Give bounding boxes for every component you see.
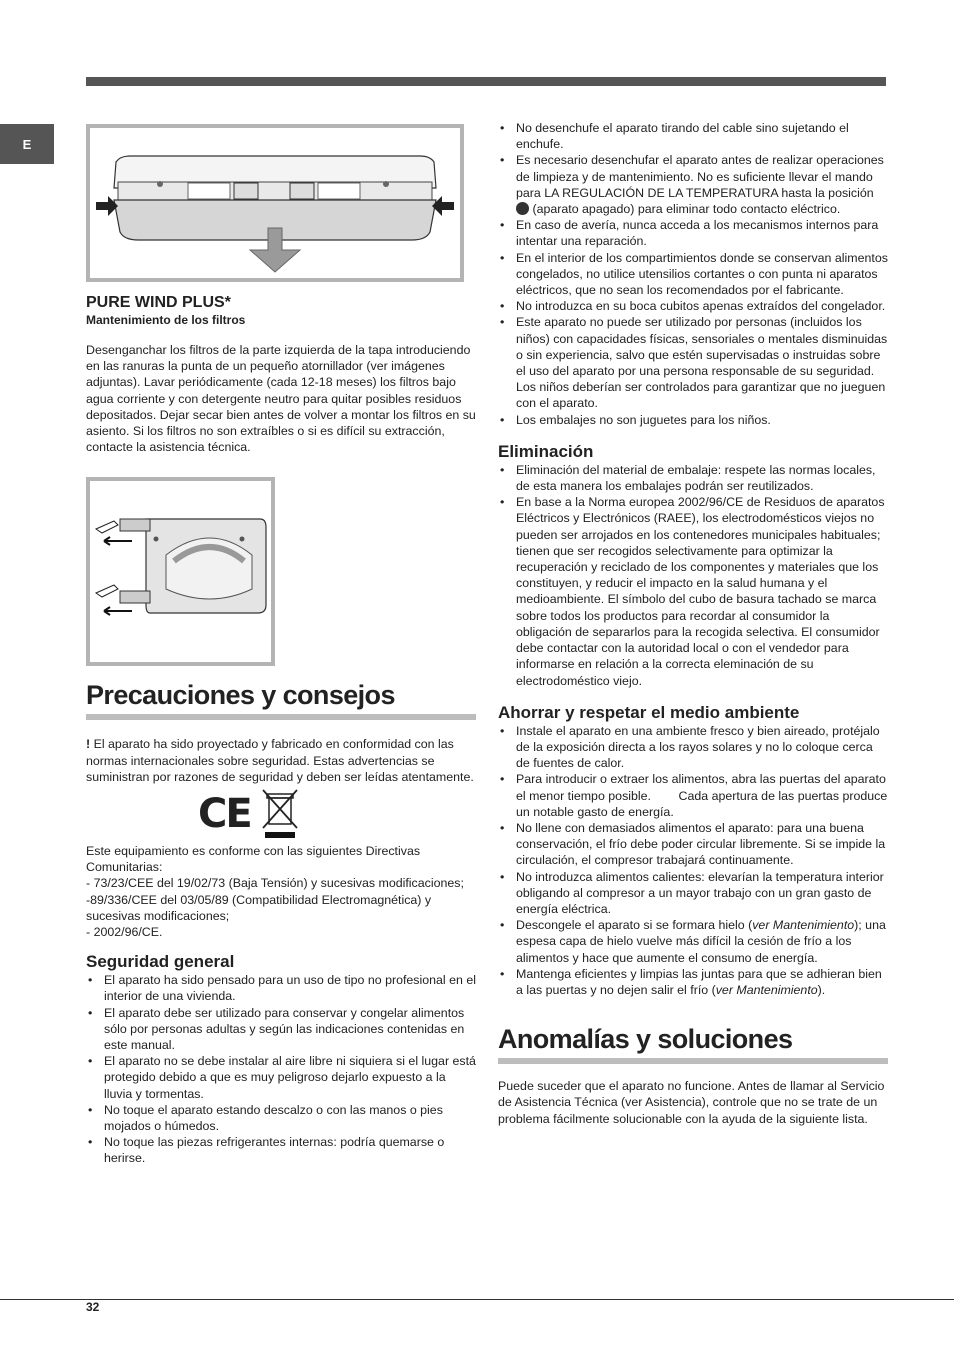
directive-item: - 73/23/CEE del 19/02/73 (Baja Tensión) y sucesivas modificaciones;	[86, 876, 464, 891]
ce-mark: CE	[198, 791, 251, 838]
left-column	[86, 124, 476, 1167]
pure-wind-title: PURE WIND PLUS*	[86, 294, 231, 311]
list-item: • El aparato debe ser utilizado para conservar y congelar alimentos sólo por personas adultas y según las indicaciones contenidas en este manual.	[86, 1005, 476, 1054]
filter-removal-figure	[86, 477, 275, 666]
list-item: • No toque el aparato estando descalzo o con las manos o pies mojados o húmedos.	[86, 1102, 476, 1134]
list-item: • El aparato ha sido pensado para un uso de tipo no profesional en el interior de una vivienda.	[86, 972, 476, 1004]
general-safety-heading: Seguridad general	[86, 952, 235, 972]
list-item: • Eliminación del material de embalaje: respete las normas locales, de esta manera los embalajes podrán ser reutilizados.	[498, 462, 888, 494]
footer-rule	[0, 1299, 954, 1300]
directive-intro: Este equipamiento es conforme con las siguientes Directivas Comunitarias:	[86, 844, 421, 875]
right-column	[498, 120, 891, 1127]
directive-item: -89/336/CEE del 03/05/89 (Compatibilidad Electromagnética) y sucesivas modificaciones;	[86, 892, 432, 923]
disposal-heading: Eliminación	[498, 441, 594, 461]
filter-maintenance-text: Desenganchar los filtros de la parte izquierda de la tapa introduciendo en las ranuras la punta de un pequeño atornillador (ver imágenes adjuntas). Lavar periódicamente (cada 12-18 meses) los filtros bajo agua corriente y con detergente neutro para quitar posibles residuos depositados. Dejar secar bien antes de volver a montar los filtros en su asiento. Si los filtros no son extraíbles o si es difícil su extracción, contacte la asistencia técnica.	[86, 343, 476, 455]
general-safety-list	[86, 972, 476, 1166]
list-item: • No llene con demasiados alimentos el aparato: para una buena conservación, el frío debe poder circular libremente. Si se impide la circulación, el compresor trabajará continuamente.	[498, 820, 888, 869]
conformity-marks	[86, 785, 476, 843]
list-item: • No introduzca en su boca cubitos apenas extraídos del congelador.	[498, 298, 888, 314]
environment-heading: Ahorrar y respetar el medio ambiente	[498, 702, 800, 722]
language-tab: E	[0, 124, 54, 164]
list-item: • En base a la Norma europea 2002/96/CE de Residuos de aparatos Eléctricos y Electrónicos (RAEE), los electrodomésticos viejos no pueden ser arrojados en los contenedores municipales habituales; tienen que ser recogidos selectivamente para optimizar la recuperación y reciclado de los componentes y materiales que los constituyen, y reducir el impacto en la salud humana y el medioambiente. El símbolo del cubo de basura tachado se marca sobre todos los productos para recordar al consumidor la obligación de separarlos para la recogida selectiva. El consumidor debe contactar con la autoridad local o con el vendedor para informarse en relación a la correcta eleminación de su electrodoméstico viejo.	[498, 494, 888, 688]
list-item: • No desenchufe el aparato tirando del cable sino sujetando el enchufe.	[498, 120, 888, 152]
crossed-bin-icon	[261, 788, 299, 840]
filter-removal-illustration	[90, 481, 271, 662]
directive-item: - 2002/96/CE.	[86, 925, 163, 940]
filter-cover-illustration	[90, 128, 460, 278]
list-item: • Descongele el aparato si se formara hielo (ver Mantenimiento); una espesa capa de hielo vuelve más difícil la cesión de frío a los alimentos y hace que aumente el consumo de energía.	[498, 917, 888, 966]
safety-continued-list	[498, 120, 888, 428]
list-item: • Los embalajes no son juguetes para los niños.	[498, 412, 888, 428]
list-item: • Instale el aparato en una ambiente fresco y bien aireado, protéjalo de la exposición directa a los rayos solares y no lo coloque cerca de fuentes de calor.	[498, 723, 888, 772]
page-number: 32	[86, 1300, 100, 1314]
filter-cover-figure	[86, 124, 464, 282]
list-item: • En el interior de los compartimientos donde se conservan alimentos congelados, no utilice utensilios cortantes o con punta ni aparatos eléctricos, que no sean los recomendados por el fabricante.	[498, 250, 888, 299]
troubleshooting-heading: Anomalías y soluciones	[498, 1024, 793, 1055]
list-item: • Mantenga eficientes y limpias las juntas para que se adhieran bien a las puertas y no dejen salir el frío (ver Mantenimiento).	[498, 966, 888, 998]
precautions-heading: Precauciones y consejos	[86, 680, 395, 711]
list-item: • Para introducir o extraer los alimentos, abra las puertas del aparato el menor tiempo posible. Cada apertura de las puertas produce un notable gasto de energía.	[498, 771, 888, 820]
list-item: • Este aparato no puede ser utilizado por personas (incluidos los niños) con capacidades físicas, sensoriales o mentales disminuidas o sin experiencia, salvo que estén supervisadas o instruidas sobre el uso del aparato por una persona responsable de su seguridad. Los niños deberían ser controlados para garantizar que no jueguen con el aparato.	[498, 314, 888, 411]
list-item: • Es necesario desenchufar el aparato antes de realizar operaciones de limpieza y de mantenimiento. No es suficiente llevar el mando para LA REGULACIÓN DE LA TEMPERATURA hasta la posición (aparato apagado) para eliminar todo contacto eléctrico.	[498, 152, 888, 217]
troubleshooting-text: Puede suceder que el aparato no funcione. Antes de llamar al Servicio de Asistencia Técnica (ver Asistencia), controle que no se trate de un problema fácilmente solucionable con la ayuda de la siguiente lista.	[498, 1079, 885, 1126]
list-item: • No toque las piezas refrigerantes internas: podría quemarse o herirse.	[86, 1134, 476, 1166]
filter-maintenance-subtitle: Mantenimiento de los filtros	[86, 313, 246, 327]
environment-list	[498, 723, 891, 998]
list-item: • En caso de avería, nunca acceda a los mecanismos internos para intentar una reparación.	[498, 217, 888, 249]
list-item: • No introduzca alimentos calientes: elevarían la temperatura interior obligando al compresor a un mayor trabajo con un gran gasto de energía eléctrica.	[498, 869, 888, 918]
list-item: • El aparato no se debe instalar al aire libre ni siquiera si el lugar está protegido debido a que es muy peligroso dejarlo expuesto a la lluvia y tormentas.	[86, 1053, 476, 1102]
header-rule	[86, 77, 886, 86]
warning-mark: !	[86, 737, 91, 752]
disposal-list	[498, 462, 888, 689]
precautions-intro: ! El aparato ha sido proyectado y fabricado en conformidad con las normas internacionales sobre seguridad. Estas advertencias se suministran por razones de seguridad y deben ser leídas atentamente.	[86, 737, 474, 784]
off-position-icon	[516, 202, 529, 215]
